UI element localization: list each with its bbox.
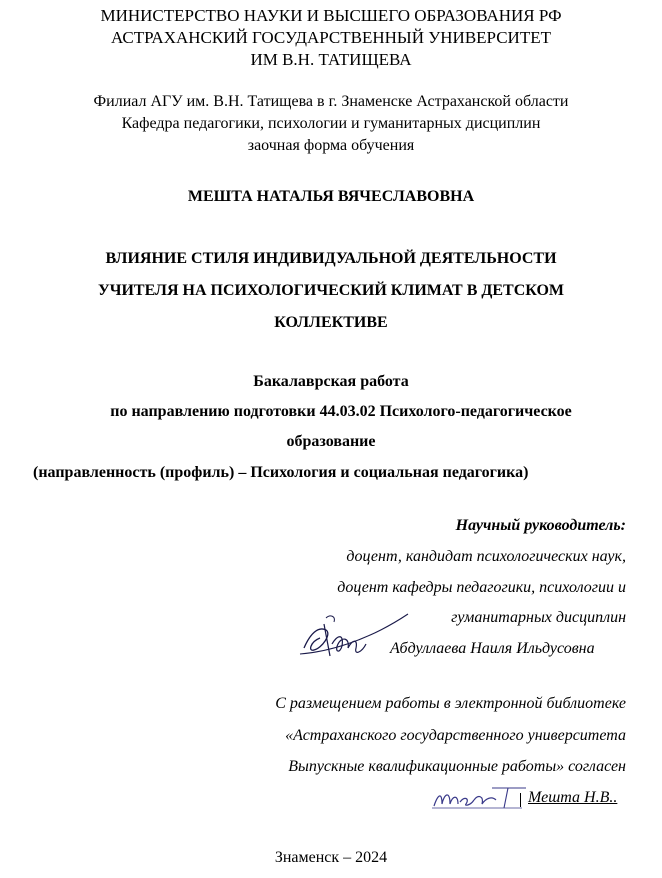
thesis-title-line-3: КОЛЛЕКТИВЕ (274, 314, 388, 331)
direction-line-1: по направлению подготовки 44.03.02 Психолого-педагогическое (110, 403, 572, 420)
work-type: Бакалаврская работа (253, 373, 409, 390)
supervisor-signature-icon (296, 604, 426, 664)
thesis-title-line-1: ВЛИЯНИЕ СТИЛЯ ИНДИВИДУАЛЬНОЙ ДЕЯТЕЛЬНОСТИ (105, 250, 557, 267)
ministry-line-3: ИМ В.Н. ТАТИЩЕВА (250, 50, 412, 69)
consent-line-3: Выпускные квалификационные работы» согласен (288, 758, 626, 775)
department-line: Кафедра педагогики, психологии и гуманитарных дисциплин (121, 115, 541, 132)
supervisor-label: Научный руководитель: (455, 517, 626, 534)
city-year: Знаменск – 2024 (274, 849, 388, 866)
study-form-line: заочная форма обучения (247, 137, 415, 154)
consent-signer: Мешта Н.В.. (528, 789, 618, 806)
supervisor-title-line-1: доцент, кандидат психологических наук, (346, 548, 626, 565)
author-name: МЕШТА НАТАЛЬЯ ВЯЧЕСЛАВОВНА (187, 188, 475, 205)
supervisor-title-line-3: гуманитарных дисциплин (451, 609, 626, 626)
consent-line-2: «Астраханского государственного университета (285, 727, 626, 744)
ministry-line-2: АСТРАХАНСКИЙ ГОСУДАРСТВЕННЫЙ УНИВЕРСИТЕТ (111, 28, 551, 47)
student-signature-line (520, 793, 525, 807)
supervisor-name: Абдуллаева Наиля Ильдусовна (390, 640, 595, 657)
ministry-line-1: МИНИСТЕРСТВО НАУКИ И ВЫСШЕГО ОБРАЗОВАНИЯ РФ (100, 6, 562, 25)
direction-line-2: образование (286, 433, 376, 450)
supervisor-title-line-2: доцент кафедры педагогики, психологии и (337, 579, 626, 596)
thesis-title-line-2: УЧИТЕЛЯ НА ПСИХОЛОГИЧЕСКИЙ КЛИМАТ В ДЕТСКОМ (97, 282, 565, 299)
filial-line-1: Филиал АГУ им. В.Н. Татищева в г. Знаменске Астраханской области (93, 93, 569, 110)
profile-line: (направленность (профиль) – Психология и социальная педагогика) (33, 464, 529, 481)
consent-line-1: С размещением работы в электронной библиотеке (275, 695, 626, 712)
student-signature-icon (430, 776, 530, 826)
